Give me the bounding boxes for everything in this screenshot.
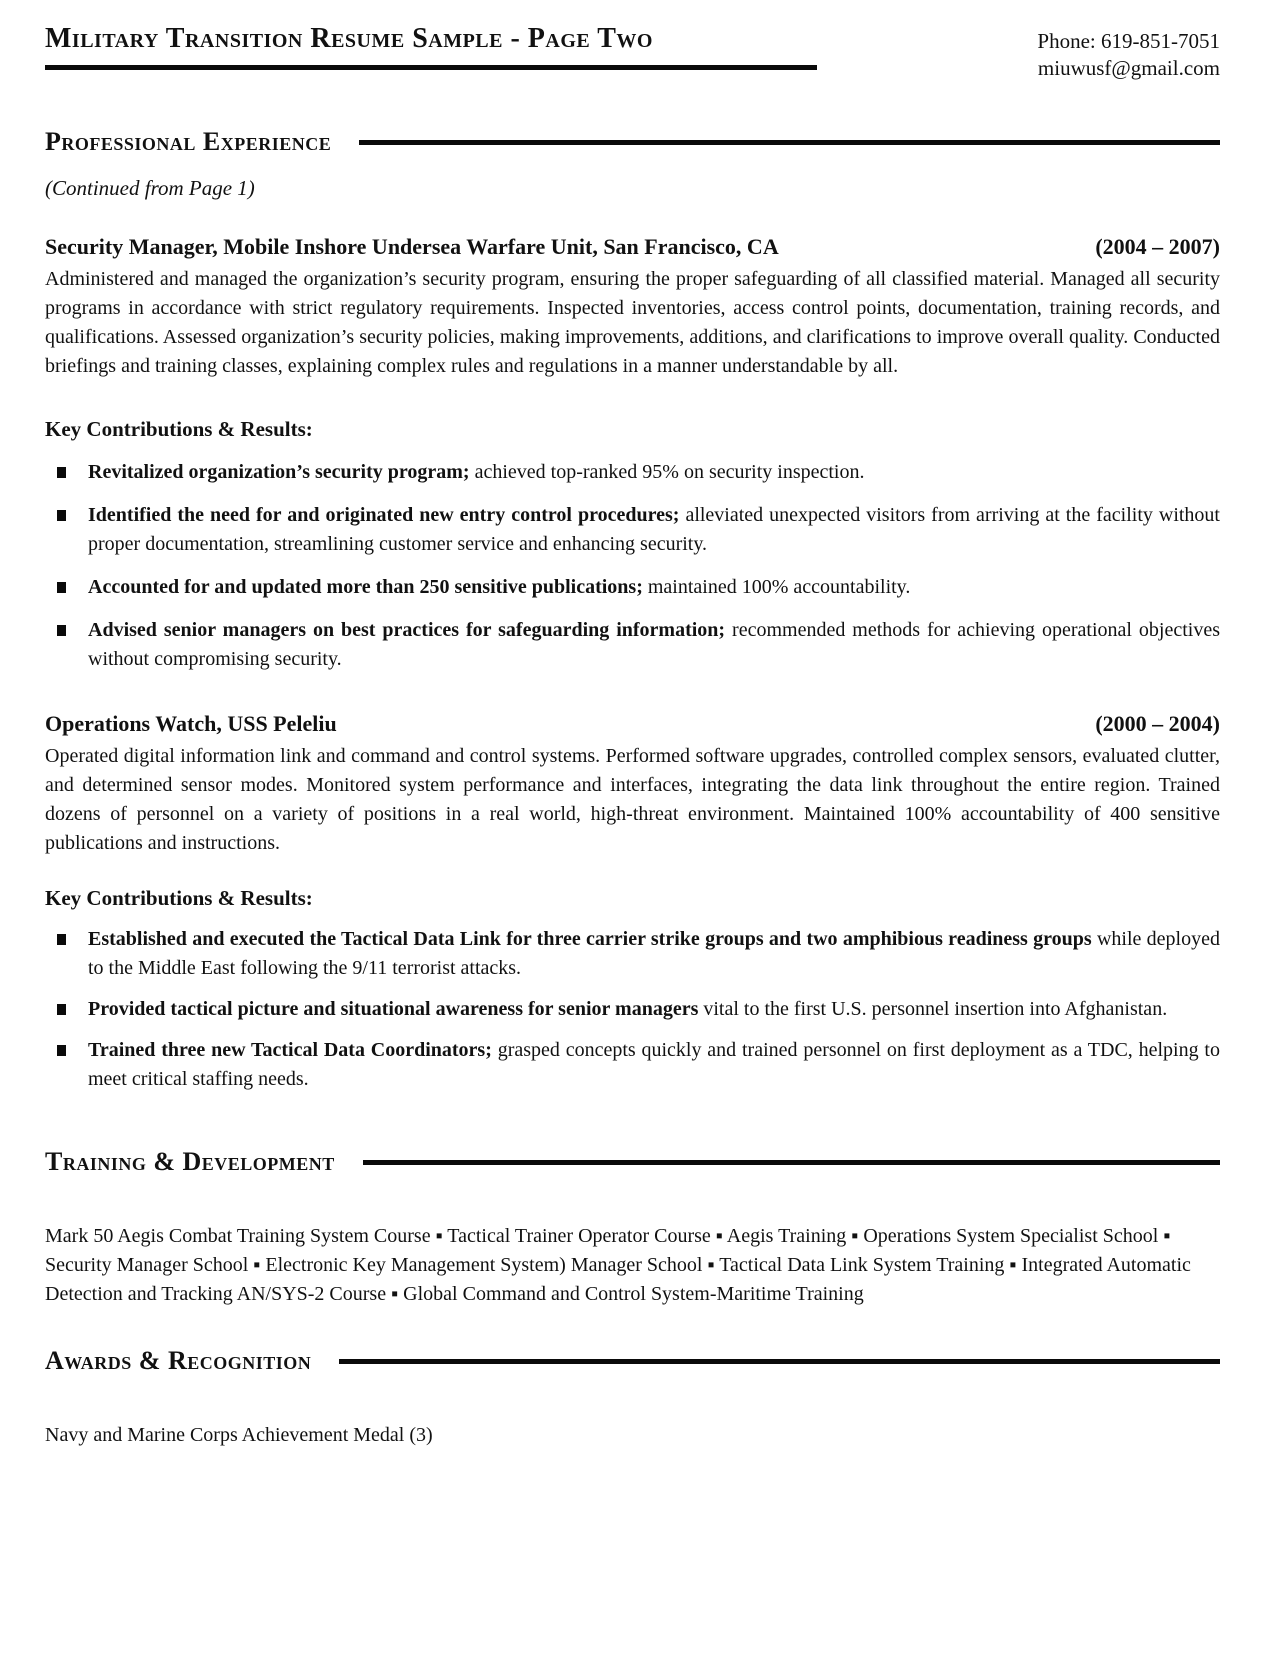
bullet-icon (57, 582, 66, 593)
job1-bullet-4 (45, 616, 1220, 674)
bullet-rest-text: while deployed to the Middle East following the 9/11 terrorist attacks. (88, 928, 1220, 979)
bullet-icon (57, 934, 66, 945)
header-title-block (45, 22, 835, 70)
bullet-bold-text: Identified the need for and originated new entry control procedures; (88, 504, 680, 526)
job2-dates: (2000 – 2004) (1095, 711, 1220, 736)
training-heading-rule (363, 1160, 1220, 1165)
job1-summary: Administered and managed the organization’s security program, ensuring the proper safeguarding of all classified material. Managed all security programs in accordance with strict regulatory requirements. Inspected inventories, access control points, documentation, training records, and qualifications. Assessed organization’s security policies, making improvements, additions, and clarifications to improve overall quality. Conducted briefings and training classes, explaining complex rules and regulations in a manner understandable by all. (45, 268, 1220, 377)
job2-bullet-1 (45, 925, 1220, 983)
job1-title: Security Manager, Mobile Inshore Undersea Warfare Unit, San Francisco, CA (45, 234, 779, 259)
bullet-icon (57, 1004, 66, 1015)
email-address: miuwusf@gmail.com (1037, 56, 1220, 80)
training-items: Mark 50 Aegis Combat Training System Course ▪ Tactical Trainer Operator Course ▪ Aegis Training ▪ Operations System Specialist School ▪ Security Manager School ▪ Electronic Key Management System) Manager School ▪ Tactical Data Link System Training ▪ Integrated Automatic Detection and Tracking AN/SYS-2 Course ▪ Global Command and Control System-Maritime Training (45, 1225, 1191, 1305)
bullet-bold-text: Revitalized organization’s security program; (88, 461, 470, 483)
bullet-icon (57, 625, 66, 636)
job1-bullet-1 (45, 458, 1220, 487)
bullet-bold-text: Established and executed the Tactical Data Link for three carrier strike groups and two amphibious readiness groups (88, 928, 1092, 950)
bullet-bold-text: Accounted for and updated more than 250 sensitive publications; (88, 576, 643, 598)
job1-bullet-2 (45, 501, 1220, 559)
document-title: Military Transition Resume Sample - Page Two (45, 23, 653, 54)
bullet-icon (57, 1045, 66, 1056)
job1-key-contributions-heading: Key Contributions & Results: (45, 417, 313, 441)
awards-heading-rule (339, 1359, 1220, 1364)
section-awards-recognition (45, 1345, 1220, 1377)
award-item: Navy and Marine Corps Achievement Medal (3) (45, 1424, 433, 1446)
job1-dates: (2004 – 2007) (1095, 234, 1220, 259)
bullet-bold-text: Advised senior managers on best practices for safeguarding information; (88, 619, 726, 641)
contact-block (1037, 22, 1220, 82)
job2-title: Operations Watch, USS Peleliu (45, 711, 337, 736)
bullet-rest-text: vital to the first U.S. personnel insertion into Afghanistan. (698, 998, 1168, 1020)
experience-heading: Professional Experience (45, 127, 332, 156)
job1-heading-row (45, 233, 1220, 261)
bullet-rest-text: grasped concepts quickly and trained personnel on first deployment as a TDC, helping to meet critical staffing needs. (88, 1039, 1220, 1090)
page-header (45, 22, 1220, 82)
bullet-rest-text: achieved top-ranked 95% on security inspection. (469, 461, 865, 483)
job2-bullet-2 (45, 995, 1220, 1024)
section-training-development (45, 1146, 1220, 1178)
bullet-rest-text: recommended methods for achieving operational objectives without compromising security. (88, 619, 1220, 670)
job2-summary: Operated digital information link and command and control systems. Performed software upgrades, controlled complex sensors, evaluated clutter, and determined sensor modes. Monitored system performance and interfaces, integrating the data link throughout the entire region. Trained dozens of personnel on a variety of positions in a real world, high-threat environment. Maintained 100% accountability of 400 sensitive publications and instructions. (45, 745, 1220, 854)
bullet-bold-text: Provided tactical picture and situational awareness for senior managers (88, 998, 699, 1020)
bullet-icon (57, 510, 66, 521)
section-professional-experience (45, 126, 1220, 158)
job1-bullet-3 (45, 573, 1220, 602)
training-heading: Training & Development (45, 1147, 335, 1176)
awards-heading: Awards & Recognition (45, 1346, 312, 1375)
title-rule (45, 65, 817, 70)
bullet-bold-text: Trained three new Tactical Data Coordinators; (88, 1039, 492, 1061)
job2-key-contributions-heading: Key Contributions & Results: (45, 886, 313, 910)
job2-heading-row (45, 710, 1220, 738)
bullet-rest-text: maintained 100% accountability. (642, 576, 911, 598)
bullet-rest-text: alleviated unexpected visitors from arriving at the facility without proper documentation, streamlining customer service and enhancing security. (88, 504, 1220, 555)
experience-heading-rule (359, 140, 1220, 145)
phone-number: Phone: 619-851-7051 (1037, 29, 1220, 53)
bullet-icon (57, 467, 66, 478)
continued-note: (Continued from Page 1) (45, 176, 255, 200)
job2-bullet-3 (45, 1036, 1220, 1094)
